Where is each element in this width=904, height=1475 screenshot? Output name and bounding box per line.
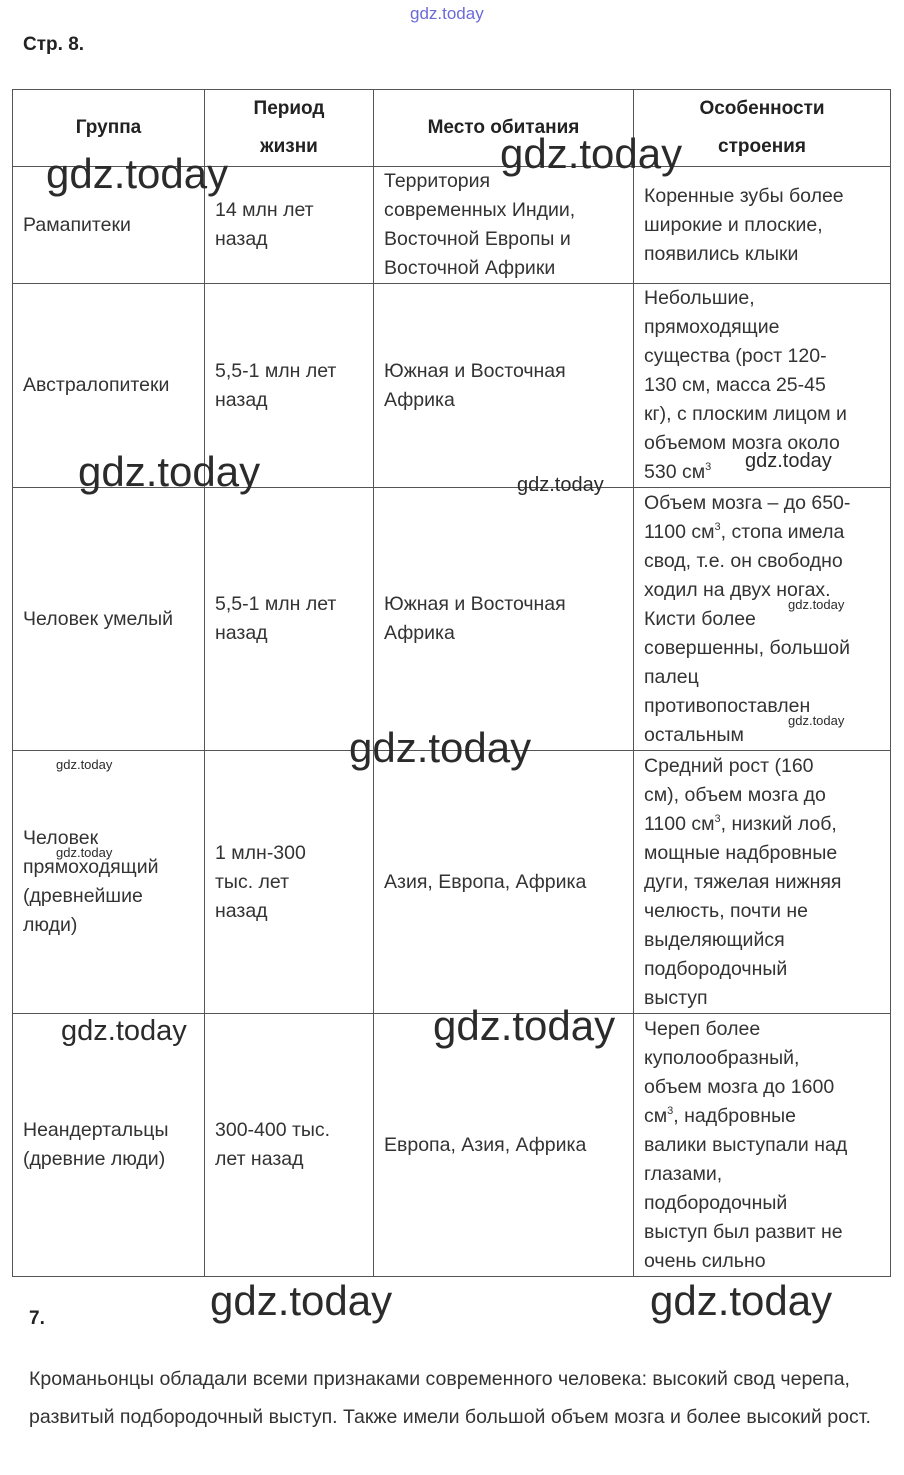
table-row — [13, 167, 891, 284]
cell-group: Человек умелый — [13, 488, 205, 751]
table-row — [13, 1014, 891, 1277]
header-habitat: Место обитания — [374, 90, 634, 167]
page-title: Стр. 8. — [23, 34, 85, 55]
table-row — [13, 488, 891, 751]
header-features: Особенности строения — [634, 90, 891, 167]
features-text: Череп более куполообразный, объем мозга до 1600 см — [644, 1017, 835, 1127]
features-text: , надбровные валики выступали над глазами, подбородочный выступ был развит не очень сильно — [644, 1104, 848, 1272]
cell-habitat: Южная и Восточная Африка — [374, 284, 634, 488]
cell-habitat: Южная и Восточная Африка — [374, 488, 634, 751]
features-text: , низкий лоб, мощные надбровные дуги, тяжелая нижняя челюсть, почти не выделяющийся подбородочный выступ — [644, 812, 842, 1009]
watermark: gdz.today — [56, 757, 113, 772]
cell-period: 14 млн лет назад — [205, 167, 374, 284]
header-group: Группа — [13, 90, 205, 167]
watermark: gdz.today — [788, 713, 845, 728]
watermark: gdz.today — [433, 1002, 616, 1049]
superscript: 3 — [714, 812, 721, 825]
superscript: 3 — [667, 1104, 674, 1117]
cell-group: Рамапитеки — [13, 167, 205, 284]
cell-habitat: Европа, Азия, Африка — [374, 1014, 634, 1277]
watermark: gdz.today — [349, 724, 532, 771]
cell-period: 5,5-1 млн лет назад — [205, 488, 374, 751]
features-text: Средний рост (160 см), объем мозга до 1100 см — [644, 754, 826, 835]
features-text: Объем мозга – до 650- 1100 см — [644, 491, 851, 543]
watermark: gdz.today — [61, 1015, 187, 1047]
superscript: 3 — [705, 461, 712, 473]
cell-group: Человек прямоходящий (древнейшие люди) — [13, 751, 205, 1014]
watermark: gdz.today — [78, 448, 261, 495]
watermark: gdz.today — [788, 597, 845, 612]
table-header-row — [13, 90, 891, 167]
header-period: Период жизни — [205, 90, 374, 167]
section-number: 7. — [29, 1308, 45, 1329]
evolution-table — [12, 89, 891, 1277]
cell-period: 300-400 тыс. лет назад — [205, 1014, 374, 1277]
cell-features — [634, 488, 891, 751]
cell-period: 1 млн-300 тыс. лет назад — [205, 751, 374, 1014]
table-row — [13, 284, 891, 488]
watermark: gdz.today — [56, 845, 113, 860]
features-text: Небольшие, прямоходящие существа (рост 120- 130 см, масса 25-45 кг), с плоским лицом и объемом мозга около 530 см — [644, 287, 847, 483]
cell-group: Австралопитеки — [13, 284, 205, 488]
watermark: gdz.today — [517, 474, 604, 496]
answer-paragraph: Кроманьонцы обладали всеми признаками современного человека: высокий свод черепа, развитый подбородочный выступ. Также имели большой объем мозга и более высокий рост. — [29, 1368, 871, 1428]
features-text: , стопа имела свод, т.е. он свободно ходил на двух ногах. Кисти более совершенны, большой палец противопоставлен остальным — [644, 520, 851, 746]
cell-period: 5,5-1 млн лет назад — [205, 284, 374, 488]
cell-group: Неандертальцы (древние люди) — [13, 1014, 205, 1277]
cell-features — [634, 751, 891, 1014]
cell-habitat: Азия, Европа, Африка — [374, 751, 634, 1014]
cell-features: Коренные зубы более широкие и плоские, появились клыки — [634, 167, 891, 284]
table-row — [13, 751, 891, 1014]
watermark: gdz.today — [210, 1277, 393, 1324]
superscript: 3 — [714, 520, 721, 533]
cell-habitat: Территория современных Индии, Восточной Европы и Восточной Африки — [374, 167, 634, 284]
watermark: gdz.today — [650, 1277, 833, 1324]
cell-features — [634, 284, 891, 488]
watermark: gdz.today — [46, 150, 229, 197]
watermark: gdz.today — [745, 450, 832, 472]
watermark: gdz.today — [500, 130, 683, 177]
cell-features — [634, 1014, 891, 1277]
watermark: gdz.today — [410, 4, 484, 23]
